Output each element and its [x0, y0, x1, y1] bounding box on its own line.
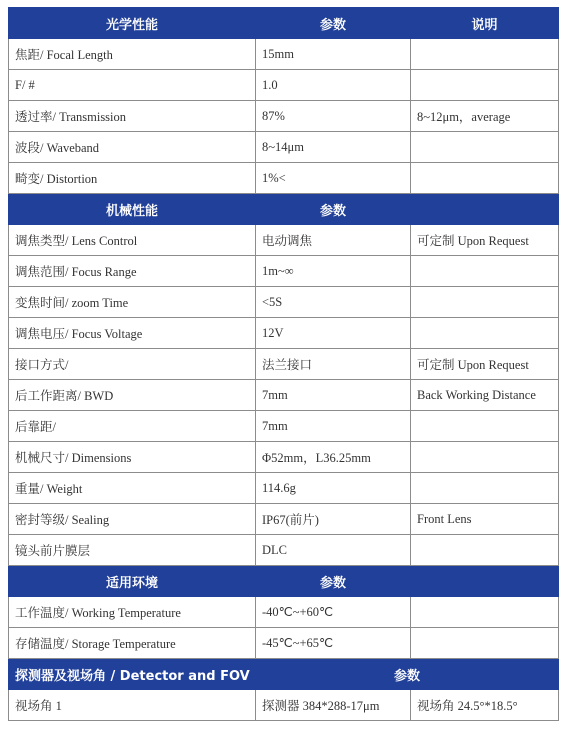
row-label: 重量/ Weight	[9, 473, 256, 504]
row-note: Front Lens	[411, 504, 559, 535]
row-value: 114.6g	[256, 473, 411, 504]
row-label: 调焦电压/ Focus Voltage	[9, 318, 256, 349]
row-note	[411, 132, 559, 163]
row-value: 87%	[256, 101, 411, 132]
table-row	[9, 597, 559, 628]
table-row	[9, 163, 559, 194]
row-label: 镜头前片膜层	[9, 535, 256, 566]
row-value: 电动调焦	[256, 225, 411, 256]
row-label: 透过率/ Transmission	[9, 101, 256, 132]
table-row	[9, 287, 559, 318]
row-label: 机械尺寸/ Dimensions	[9, 442, 256, 473]
row-note	[411, 163, 559, 194]
table-row	[9, 225, 559, 256]
row-value: DLC	[256, 535, 411, 566]
row-label: 密封等级/ Sealing	[9, 504, 256, 535]
table-row	[9, 101, 559, 132]
header-cell-params: 参数	[256, 566, 411, 597]
header-cell-category: 适用环境	[9, 566, 256, 597]
table-row	[9, 411, 559, 442]
row-label: 调焦范围/ Focus Range	[9, 256, 256, 287]
row-note	[411, 442, 559, 473]
table-row	[9, 349, 559, 380]
row-label: 后靠距/	[9, 411, 256, 442]
spec-sheet	[8, 7, 558, 721]
section-header-mechanical	[9, 194, 559, 225]
table-row	[9, 535, 559, 566]
row-value: 8~14μm	[256, 132, 411, 163]
row-note	[411, 535, 559, 566]
row-label: 存储温度/ Storage Temperature	[9, 628, 256, 659]
row-label: 视场角 1	[9, 690, 256, 721]
row-note	[411, 70, 559, 101]
row-value: 15mm	[256, 39, 411, 70]
table-row	[9, 504, 559, 535]
row-note: 视场角 24.5°*18.5°	[411, 690, 559, 721]
row-label: 焦距/ Focal Length	[9, 39, 256, 70]
row-note: Back Working Distance	[411, 380, 559, 411]
row-label: 波段/ Waveband	[9, 132, 256, 163]
row-value: IP67(前片)	[256, 504, 411, 535]
header-cell-params: 参数	[256, 659, 559, 690]
row-label: 变焦时间/ zoom Time	[9, 287, 256, 318]
header-cell-notes	[411, 194, 559, 225]
table-row	[9, 132, 559, 163]
header-cell-category: 探测器及视场角 / Detector and FOV	[9, 659, 256, 690]
header-cell-notes	[411, 566, 559, 597]
row-label: 后工作距离/ BWD	[9, 380, 256, 411]
row-note: 8~12μm，average	[411, 101, 559, 132]
row-note	[411, 256, 559, 287]
row-note	[411, 318, 559, 349]
spec-table	[8, 7, 559, 721]
row-value: 7mm	[256, 411, 411, 442]
row-note	[411, 287, 559, 318]
row-value: <5S	[256, 287, 411, 318]
row-label: 工作温度/ Working Temperature	[9, 597, 256, 628]
header-cell-params: 参数	[256, 8, 411, 39]
header-cell-category: 光学性能	[9, 8, 256, 39]
row-note: 可定制 Upon Request	[411, 349, 559, 380]
section-header-environment	[9, 566, 559, 597]
row-label: 畸变/ Distortion	[9, 163, 256, 194]
row-value: 1.0	[256, 70, 411, 101]
row-value: -40℃~+60℃	[256, 597, 411, 628]
row-note	[411, 411, 559, 442]
table-row	[9, 628, 559, 659]
header-cell-category: 机械性能	[9, 194, 256, 225]
row-value: 1m~∞	[256, 256, 411, 287]
table-row	[9, 70, 559, 101]
row-note	[411, 473, 559, 504]
row-note: 可定制 Upon Request	[411, 225, 559, 256]
table-row	[9, 256, 559, 287]
table-row	[9, 39, 559, 70]
row-note	[411, 628, 559, 659]
row-value: 法兰接口	[256, 349, 411, 380]
row-note	[411, 597, 559, 628]
table-row	[9, 318, 559, 349]
section-header-optical	[9, 8, 559, 39]
table-row	[9, 442, 559, 473]
row-value: 12V	[256, 318, 411, 349]
row-label: 调焦类型/ Lens Control	[9, 225, 256, 256]
row-value: Φ52mm，L36.25mm	[256, 442, 411, 473]
row-value: 1%<	[256, 163, 411, 194]
section-header-detector	[9, 659, 559, 690]
row-label: 接口方式/	[9, 349, 256, 380]
header-cell-notes: 说明	[411, 8, 559, 39]
row-note	[411, 39, 559, 70]
row-value: 探测器 384*288-17μm	[256, 690, 411, 721]
row-label: F/ #	[9, 70, 256, 101]
table-row	[9, 690, 559, 721]
row-value: 7mm	[256, 380, 411, 411]
header-cell-params: 参数	[256, 194, 411, 225]
table-row	[9, 473, 559, 504]
table-row	[9, 380, 559, 411]
row-value: -45℃~+65℃	[256, 628, 411, 659]
